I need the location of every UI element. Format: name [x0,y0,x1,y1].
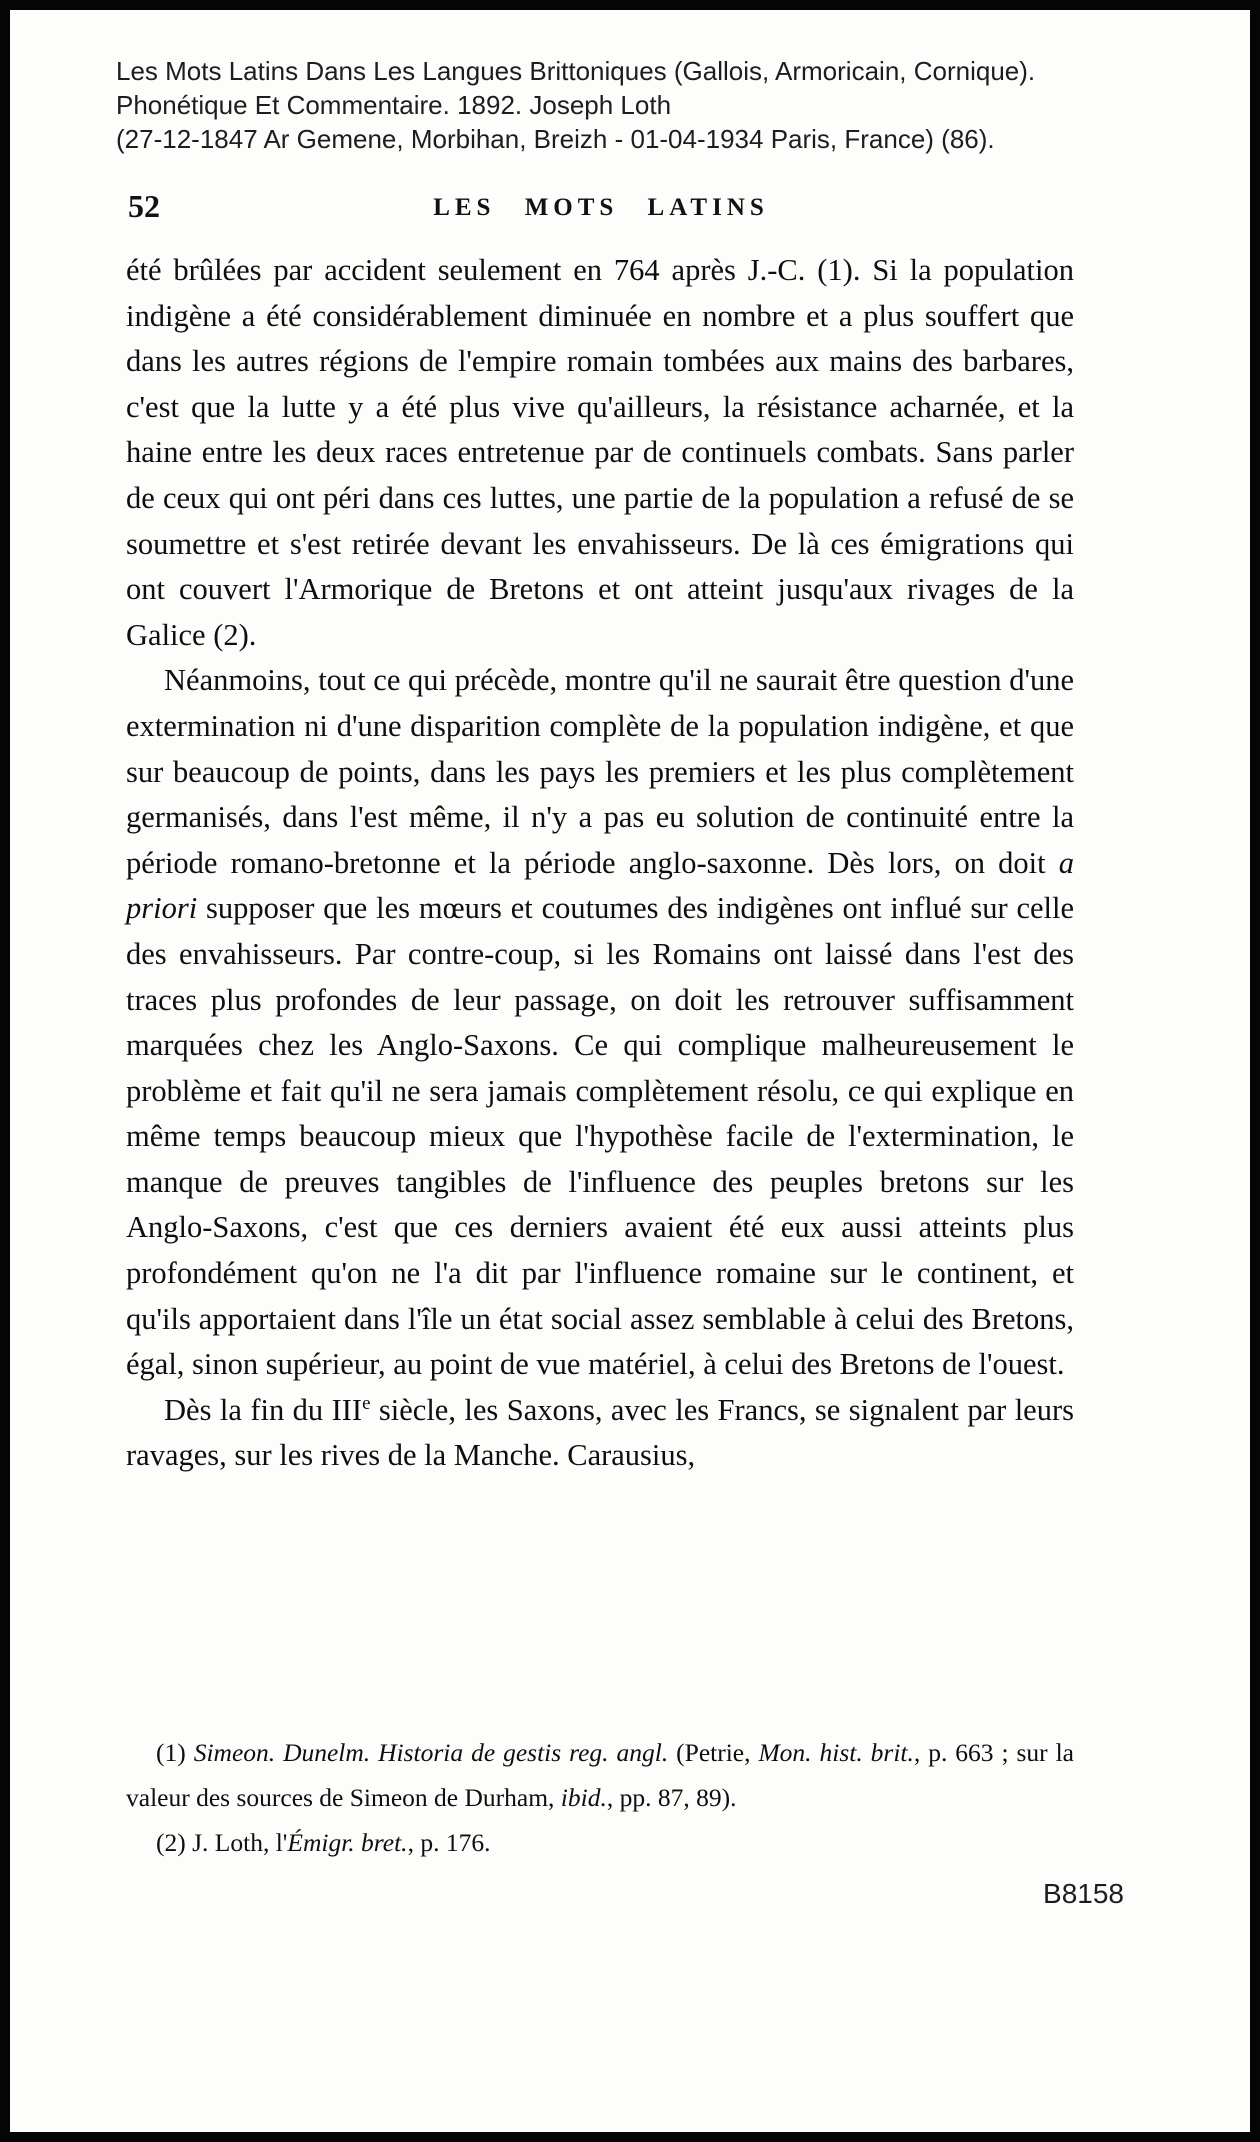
page-number: 52 [128,188,160,224]
catalog-code: B8158 [1043,1878,1124,1909]
paragraph: été brûlées par accident seulement en 764 après J.-C. (1). Si la population indigène a été considérablement diminuée en nombre et a plus souffert que dans les autres régions de l'empire romain tombées aux mains des barbares, c'est que la lutte y a été plus vive qu'ailleurs, la résistance acharnée, et la haine entre les deux races entretenue par de continuels combats. Sans parler de ceux qui ont péri dans ces luttes, une partie de la population a refusé de se soumettre et s'est retirée devant les envahisseurs. De là ces émigrations qui ont couvert l'Armorique de Bretons et ont atteint jusqu'aux rivages de la Galice (2). [126,253,1074,652]
page-header [128,188,1074,232]
annotation-line-author: Phonétique Et Commentaire. 1892. Joseph Loth [116,90,672,120]
annotation-line-title: Les Mots Latins Dans Les Langues Brittoniques (Gallois, Armoricain, Cornique). [116,56,1036,86]
paragraph: Dès la fin du IIIe siècle, les Saxons, avec les Francs, se signalent par leurs ravages, sur les rives de la Manche. Carausius, [126,1392,1074,1473]
paragraph: Néanmoins, tout ce qui précède, montre qu'il ne saurait être question d'une extermination ni d'une disparition complète de la population indigène, et que sur beaucoup de points, dans les pays les premiers et les plus complètement germanisés, dans l'est même, il n'y a pas eu solution de continuité entre la période romano-bretonne et la période anglo-saxonne. Dès lors, on doit a priori supposer que les mœurs et coutumes des indigènes ont influé sur celle des envahisseurs. Par contre-coup, si les Romains ont laissé dans l'est des traces plus profondes de leur passage, on doit les retrouver suffisamment marquées chez les Anglo-Saxons. Ce qui complique malheureusement le problème et fait qu'il ne sera jamais complètement résolu, ce qui explique en même temps beaucoup mieux que l'hypothèse facile de l'extermination, le manque de preuves tangibles de l'influence des peuples bretons sur les Anglo-Saxons, c'est que ces derniers avaient été eux aussi atteints plus profondément qu'on ne l'a dit par l'influence romaine sur le continent, et qu'ils apportaient dans l'île un état social assez semblable à celui des Bretons, égal, sinon supérieur, au point de vue matériel, à celui des Bretons de l'ouest. [126,663,1074,1382]
bibliographic-annotation [116,54,1166,156]
footnote: (1) Simeon. Dunelm. Historia de gestis reg. angl. (Petrie, Mon. hist. brit., p. 663 ; sur la valeur des sources de Simeon de Durham, ibid., pp. 87, 89). [126,1738,1074,1812]
footnote: (2) J. Loth, l'Émigr. bret., p. 176. [156,1828,491,1857]
page-body [126,248,1074,1479]
annotation-line-dates: (27-12-1847 Ar Gemene, Morbihan, Breizh - 01-04-1934 Paris, France) (86). [116,124,995,154]
running-title: LES MOTS LATINS [433,194,769,221]
footnotes [126,1730,1074,1865]
